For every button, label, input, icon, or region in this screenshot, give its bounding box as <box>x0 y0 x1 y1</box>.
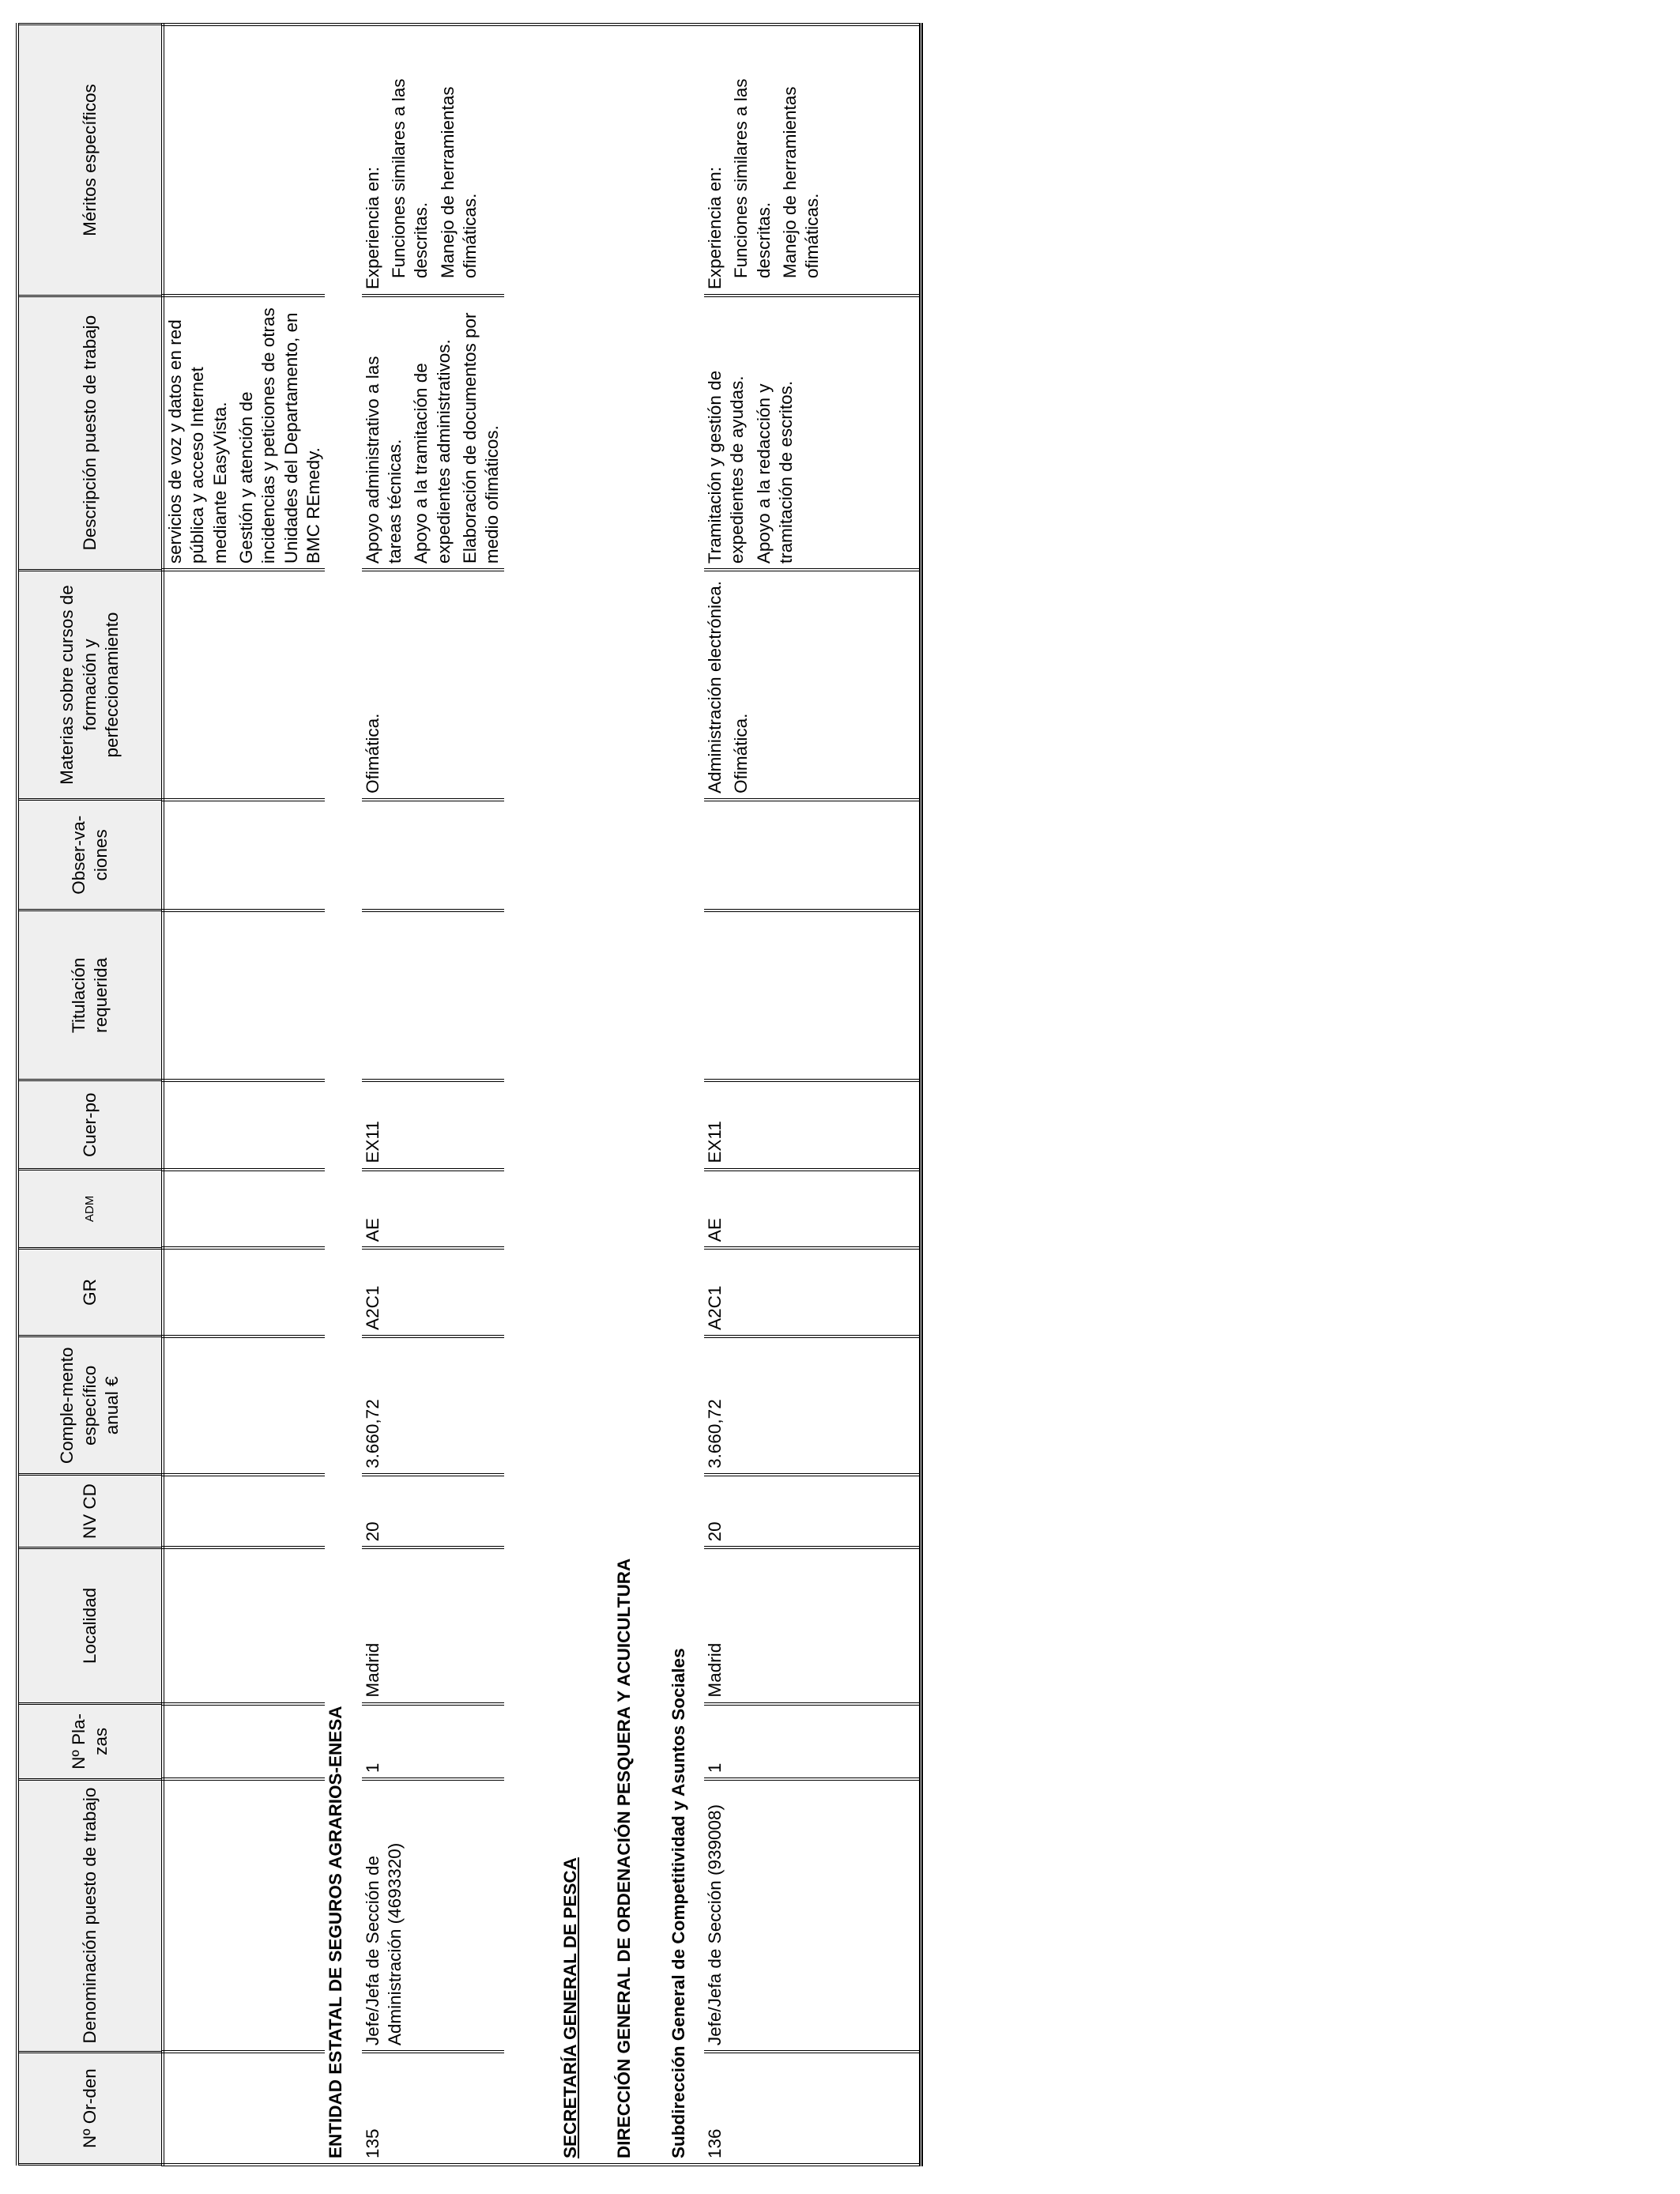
row-observaciones <box>704 800 921 910</box>
row-denominacion: Jefe/Jefa de Sección de Administración (4693320) <box>362 1779 504 2052</box>
row-meritos <box>704 25 921 296</box>
materia-item: Administración electrónica. <box>704 581 725 794</box>
header-materias: Materias sobre cursos de formación y perfeccionamiento <box>17 570 163 800</box>
row-meritos <box>362 25 504 296</box>
section-row-subdireccion <box>668 25 690 2165</box>
materia-item: Ofimática. <box>731 713 751 794</box>
header-observaciones: Obser-va-ciones <box>17 800 163 910</box>
merito-item: Manejo de herramientas ofimáticas. <box>779 86 823 279</box>
description-item: Apoyo administrativo a las tareas técnicas. <box>362 356 405 564</box>
row-orden: 135 <box>362 2052 504 2165</box>
header-orden: Nº Or-den <box>17 2052 163 2165</box>
section-heading-secretaria: SECRETARÍA GENERAL DE PESCA <box>559 25 582 2165</box>
row-plazas: 1 <box>704 1704 921 1780</box>
section-heading-enesa: ENTIDAD ESTATAL DE SEGUROS AGRARIOS-ENESA <box>325 25 347 2165</box>
row-materias <box>704 570 921 800</box>
merito-item: Funciones similares a las descritas. <box>731 78 774 279</box>
row-descripcion <box>362 296 504 570</box>
row-localidad: Madrid <box>704 1547 921 1703</box>
header-grupo: GR <box>17 1248 163 1336</box>
description-item: Tramitación y gestión de expedientes de ayudas. <box>704 370 748 564</box>
section-row-enesa <box>325 25 347 2165</box>
section-heading-direccion: DIRECCIÓN GENERAL DE ORDENACIÓN PESQUERA Y ACUICULTURA <box>613 25 635 2165</box>
row-materias <box>362 570 504 800</box>
header-row <box>17 25 163 2165</box>
row-observaciones <box>362 800 504 910</box>
row-plazas: 1 <box>362 1704 504 1780</box>
meritos-title: Experiencia en: <box>362 167 382 290</box>
table-row <box>704 25 921 2165</box>
header-titulacion: Titulación requerida <box>17 910 163 1080</box>
description-item: Gestión y atención de incidencias y peticiones de otras Unidades del Departamento, en BMC REmedy. <box>236 307 324 564</box>
row-titulacion <box>704 910 921 1080</box>
section-heading-subdireccion: Subdirección General de Competitividad y Asuntos Sociales <box>668 25 690 2165</box>
row-adm: AE <box>362 1170 504 1249</box>
description-item: Elaboración de documentos por medio ofimáticos. <box>460 312 503 564</box>
header-localidad: Localidad <box>17 1547 163 1703</box>
row-complemento: 3.660,72 <box>704 1336 921 1475</box>
header-adm: ADM <box>17 1170 163 1249</box>
row-localidad: Madrid <box>362 1547 504 1703</box>
materia-item: Ofimática. <box>362 713 382 794</box>
header-descripcion: Descripción puesto de trabajo <box>17 296 163 570</box>
description-item: Apoyo a la redacción y tramitación de escritos. <box>753 380 796 564</box>
header-nivel: NV CD <box>17 1475 163 1548</box>
row-grupo: A2C1 <box>704 1248 921 1336</box>
header-complemento: Comple-mento específico anual € <box>17 1336 163 1475</box>
description-item: servicios de voz y datos en red pública y acceso Internet mediante EasyVista. <box>165 319 230 564</box>
row-nivel: 20 <box>362 1475 504 1548</box>
row-denominacion: Jefe/Jefa de Sección (939008) <box>704 1779 921 2052</box>
job-positions-table <box>16 23 923 2166</box>
row-titulacion <box>362 910 504 1080</box>
table-row <box>362 25 504 2165</box>
row-nivel: 20 <box>704 1475 921 1548</box>
meritos-title: Experiencia en: <box>704 167 725 290</box>
row-cuerpo: EX11 <box>704 1080 921 1170</box>
section-row-secretaria <box>559 25 582 2165</box>
header-meritos: Méritos específicos <box>17 25 163 296</box>
header-denominacion: Denominación puesto de trabajo <box>17 1779 163 2052</box>
merito-item: Manejo de herramientas ofimáticas. <box>437 86 480 279</box>
row-descripcion <box>704 296 921 570</box>
continuation-description <box>163 296 325 570</box>
merito-item: Funciones similares a las descritas. <box>389 78 431 279</box>
row-orden: 136 <box>704 2052 921 2165</box>
row-cuerpo: EX11 <box>362 1080 504 1170</box>
row-grupo: A2C1 <box>362 1248 504 1336</box>
row-complemento: 3.660,72 <box>362 1336 504 1475</box>
header-plazas: Nº Pla-zas <box>17 1704 163 1780</box>
description-item: Apoyo a la tramitación de expedientes administrativos. <box>411 339 454 564</box>
continuation-row <box>163 25 325 2165</box>
header-cuerpo: Cuer-po <box>17 1080 163 1170</box>
section-row-direccion <box>613 25 635 2165</box>
row-adm: AE <box>704 1170 921 1249</box>
